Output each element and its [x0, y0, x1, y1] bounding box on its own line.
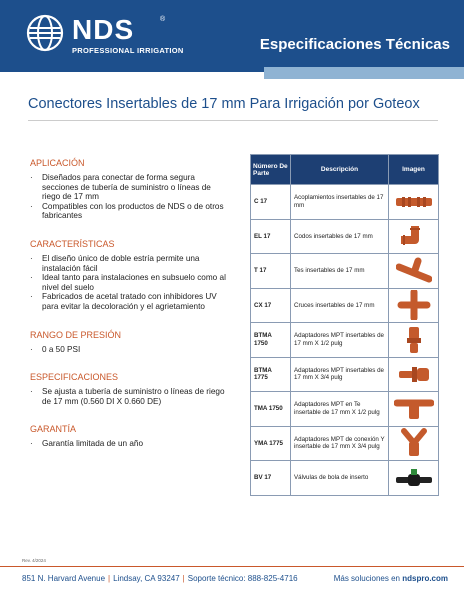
list-item: · Se ajusta a tubería de suministro o líneas de riego de 17 mm (0.560 DI X 0.660 DE) — [30, 387, 225, 406]
part-description: Codos insertables de 17 mm — [291, 219, 389, 254]
table-row — [251, 357, 439, 392]
part-description: Adaptadores MPT insertables de 17 mm X 3/4 pulg — [291, 357, 389, 392]
part-description: Cruces insertables de 17 mm — [291, 288, 389, 323]
column-header-part: Número De Parte — [251, 155, 291, 185]
column-header-image: Imagen — [389, 155, 439, 185]
part-number: CX 17 — [251, 288, 291, 323]
part-description: Acoplamientos insertables de 17 mm — [291, 185, 389, 220]
part-description: Adaptadores MPT insertables de 17 mm X 1/2 pulg — [291, 323, 389, 358]
section-heading-garantia: GARANTÍA — [30, 424, 77, 435]
bullet-icon: · — [30, 253, 33, 263]
part-number: BTMA 1750 — [251, 323, 291, 358]
bullet-icon: · — [30, 344, 33, 354]
footer-divider — [0, 566, 464, 567]
garantia-list — [30, 439, 226, 449]
part-number: BTMA 1775 — [251, 357, 291, 392]
section-heading-presion: RANGO DE PRESIÓN — [30, 329, 122, 340]
caracteristicas-list — [30, 254, 226, 312]
table-row — [251, 426, 439, 461]
part-description: Adaptadores MPT en Te insertable de 17 mm X 1/2 pulg — [291, 392, 389, 427]
revision-note: Rev. 4/2024 — [22, 558, 46, 563]
cross-icon — [397, 290, 431, 320]
mpt-adapter-large-icon — [397, 361, 431, 387]
table-row — [251, 185, 439, 220]
footer-city: Lindsay, CA 93247 — [113, 574, 180, 583]
header-banner — [0, 0, 464, 72]
aplicacion-list — [30, 173, 226, 221]
footer-support: Soporte técnico: 888-825-4716 — [187, 574, 298, 583]
y-adapter-icon — [397, 428, 431, 458]
bullet-icon: · — [30, 439, 33, 449]
elbow-icon — [397, 222, 431, 250]
list-item: · Fabricados de acetal tratado con inhibidores UV para evitar la decoloración y el agrietamiento — [30, 292, 217, 311]
bullet-icon: · — [30, 201, 33, 211]
part-number: T 17 — [251, 254, 291, 289]
section-heading-caracteristicas: CARACTERÍSTICAS — [30, 238, 115, 249]
header-title: Especificaciones Técnicas — [259, 36, 450, 53]
part-number: YMA 1775 — [251, 426, 291, 461]
section-heading-aplicacion: APLICACIÓN — [30, 158, 85, 168]
coupling-icon — [394, 192, 434, 212]
registered-mark: ® — [160, 16, 166, 23]
website-link[interactable]: ndspro.com — [402, 574, 448, 583]
footer-address: 851 N. Harvard Avenue — [22, 574, 106, 583]
brand-tagline: PROFESSIONAL IRRIGATION — [72, 46, 184, 55]
footer-contact — [22, 574, 298, 583]
table-row — [251, 323, 439, 358]
separator: | — [182, 574, 185, 583]
table-row — [251, 392, 439, 427]
spec-sections — [30, 158, 226, 467]
part-number: TMA 1750 — [251, 392, 291, 427]
part-number: BV 17 — [251, 461, 291, 496]
list-item: · Diseñados para conectar de forma segura secciones de tubería de suministro o líneas de riego de 17 mm — [30, 173, 211, 202]
mpt-adapter-icon — [404, 325, 424, 355]
table-row — [251, 219, 439, 254]
ball-valve-icon — [394, 467, 434, 489]
parts-table — [250, 154, 438, 496]
tee-icon — [396, 257, 432, 285]
part-description: Válvulas de bola de inserto — [291, 461, 389, 496]
part-number: C 17 — [251, 185, 291, 220]
presion-list — [30, 345, 226, 355]
separator: | — [108, 574, 111, 583]
list-item: · Garantía limitada de un año — [30, 439, 144, 449]
page-title: Conectores Insertables de 17 mm Para Irrigación por Goteox — [28, 96, 420, 112]
globe-icon — [26, 14, 64, 52]
title-divider — [28, 120, 438, 121]
tee-adapter-icon — [394, 395, 434, 423]
table-header-row — [251, 155, 439, 185]
section-heading-especificaciones: ESPECIFICACIONES — [30, 372, 119, 383]
table-row — [251, 288, 439, 323]
column-header-description: Descripción — [291, 155, 389, 185]
accent-bar — [264, 67, 464, 79]
bullet-icon: · — [30, 387, 33, 397]
list-item: · El diseño único de doble estría permite una instalación fácil — [30, 253, 200, 273]
list-item: · 0 a 50 PSI — [30, 344, 81, 354]
table-row — [251, 461, 439, 496]
footer-more-text: Más soluciones en — [333, 574, 400, 583]
bullet-icon: · — [30, 173, 33, 182]
part-description: Tes insertables de 17 mm — [291, 254, 389, 289]
bullet-icon: · — [30, 292, 33, 302]
bullet-icon: · — [30, 273, 33, 283]
nds-logo — [26, 14, 186, 58]
list-item: · Compatibles con los productos de NDS o de otros fabricantes — [30, 201, 224, 221]
part-description: Adaptadores MPT de conexión Y insertable de 17 mm X 3/4 pulg — [291, 426, 389, 461]
list-item: · Ideal tanto para instalaciones en subsuelo como al nivel del suelo — [30, 273, 226, 292]
table-row — [251, 254, 439, 289]
brand-name: NDS — [72, 14, 135, 45]
especificaciones-list — [30, 387, 226, 406]
part-number: EL 17 — [251, 219, 291, 254]
footer-website — [334, 574, 448, 583]
